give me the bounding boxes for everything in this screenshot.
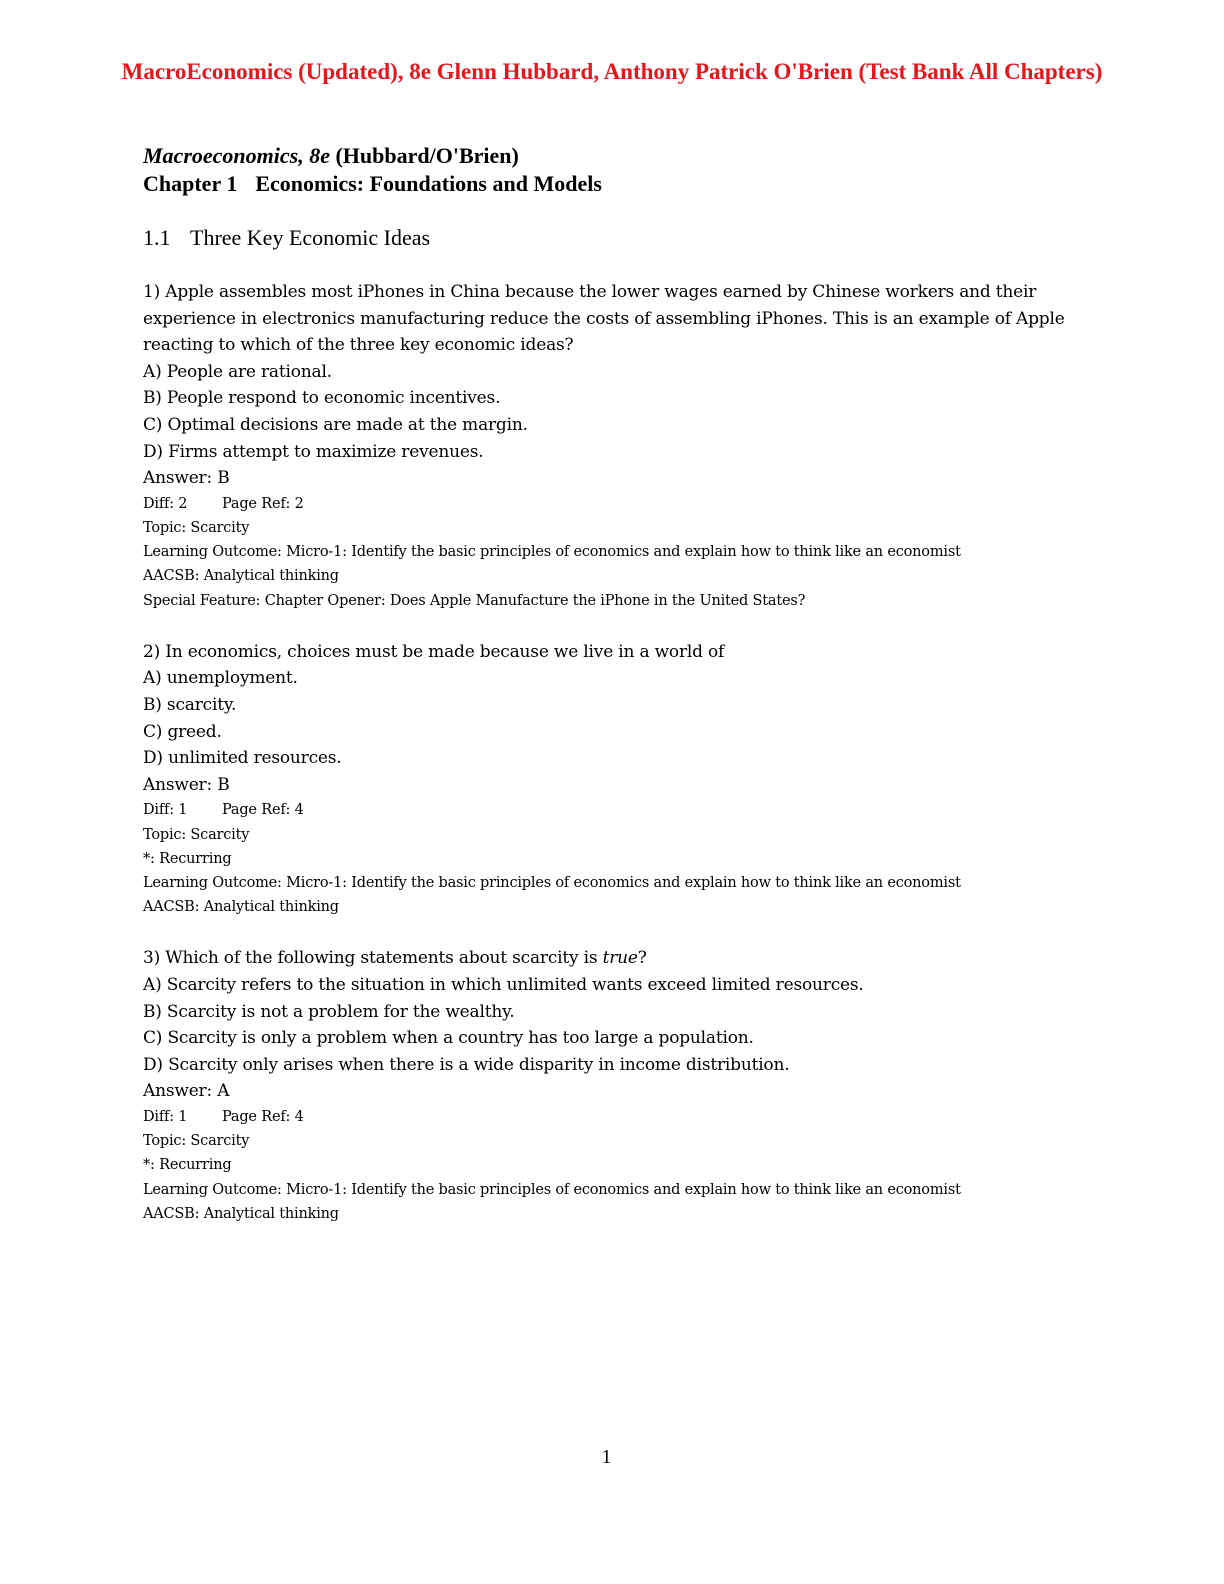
difficulty: Diff: 1 bbox=[143, 802, 188, 819]
question-stem-end: ? bbox=[637, 948, 647, 969]
correct-answer: Answer: B bbox=[143, 774, 230, 795]
learning-outcome: Learning Outcome: Micro-1: Identify the basic principles of economics and explain how to think like an economist bbox=[143, 1181, 961, 1198]
aacsb: AACSB: Analytical thinking bbox=[143, 568, 339, 585]
learning-outcome: Learning Outcome: Micro-1: Identify the basic principles of economics and explain how to think like an economist bbox=[143, 544, 961, 561]
page-ref: Page Ref: 4 bbox=[222, 802, 304, 819]
section-heading bbox=[143, 224, 1103, 252]
answer-option-b: B) scarcity. bbox=[143, 694, 237, 715]
answer-option-a: A) Scarcity refers to the situation in which unlimited wants exceed limited resources. bbox=[143, 974, 864, 995]
chapter-name: Economics: Foundations and Models bbox=[255, 171, 602, 196]
question-3 bbox=[143, 945, 1103, 1226]
chapter-title-line bbox=[143, 170, 1103, 198]
difficulty: Diff: 2 bbox=[143, 495, 188, 512]
answer-option-c: C) greed. bbox=[143, 721, 222, 742]
recurring-flag: *: Recurring bbox=[143, 850, 232, 867]
answer-option-d: D) Scarcity only arises when there is a wide disparity in income distribution. bbox=[143, 1054, 790, 1075]
page-number: 1 bbox=[601, 1446, 612, 1468]
book-title-line bbox=[143, 142, 1103, 170]
document-banner-title: MacroEconomics (Updated), 8e Glenn Hubbard, Anthony Patrick O'Brien (Test Bank All Chapters) bbox=[121, 59, 1103, 84]
answer-option-b: B) Scarcity is not a problem for the wealthy. bbox=[143, 1001, 515, 1022]
page-content bbox=[143, 142, 1103, 1226]
page-ref: Page Ref: 2 bbox=[222, 495, 304, 512]
learning-outcome: Learning Outcome: Micro-1: Identify the basic principles of economics and explain how to think like an economist bbox=[143, 874, 961, 891]
page-ref: Page Ref: 4 bbox=[222, 1108, 304, 1125]
answer-option-d: D) unlimited resources. bbox=[143, 748, 342, 769]
section-number: 1.1 bbox=[143, 225, 171, 250]
question-stem-emphasis: true bbox=[602, 948, 638, 969]
topic: Topic: Scarcity bbox=[143, 826, 250, 843]
question-stem bbox=[143, 945, 1103, 972]
special-feature: Special Feature: Chapter Opener: Does Apple Manufacture the iPhone in the United States? bbox=[143, 592, 806, 609]
recurring-flag: *: Recurring bbox=[143, 1157, 232, 1174]
aacsb: AACSB: Analytical thinking bbox=[143, 1205, 339, 1222]
correct-answer: Answer: B bbox=[143, 468, 230, 489]
answer-option-d: D) Firms attempt to maximize revenues. bbox=[143, 441, 484, 462]
answer-option-a: A) unemployment. bbox=[143, 668, 298, 689]
book-title: Macroeconomics, 8e bbox=[143, 143, 330, 168]
section-title: Three Key Economic Ideas bbox=[190, 225, 431, 250]
difficulty-page-ref bbox=[143, 492, 1103, 516]
answer-option-c: C) Scarcity is only a problem when a country has too large a population. bbox=[143, 1028, 754, 1049]
question-1 bbox=[143, 279, 1103, 613]
difficulty-page-ref bbox=[143, 1105, 1103, 1129]
answer-option-c: C) Optimal decisions are made at the margin. bbox=[143, 414, 528, 435]
answer-option-a: A) People are rational. bbox=[143, 361, 332, 382]
topic: Topic: Scarcity bbox=[143, 519, 250, 536]
question-2 bbox=[143, 639, 1103, 920]
difficulty-page-ref bbox=[143, 798, 1103, 822]
correct-answer: Answer: A bbox=[143, 1081, 230, 1102]
question-stem-text: 3) Which of the following statements about scarcity is bbox=[143, 948, 603, 969]
topic: Topic: Scarcity bbox=[143, 1133, 250, 1150]
answer-option-b: B) People respond to economic incentives. bbox=[143, 388, 501, 409]
chapter-label: Chapter 1 bbox=[143, 171, 238, 196]
question-stem: 1) Apple assembles most iPhones in China because the lower wages earned by Chinese workers and their experience in electronics manufacturing reduce the costs of assembling iPhones. This is an example of Apple reacting to which of the three key economic ideas? bbox=[143, 282, 1065, 356]
book-authors: (Hubbard/O'Brien) bbox=[335, 143, 519, 168]
difficulty: Diff: 1 bbox=[143, 1108, 188, 1125]
aacsb: AACSB: Analytical thinking bbox=[143, 899, 339, 916]
question-stem: 2) In economics, choices must be made because we live in a world of bbox=[143, 641, 725, 662]
